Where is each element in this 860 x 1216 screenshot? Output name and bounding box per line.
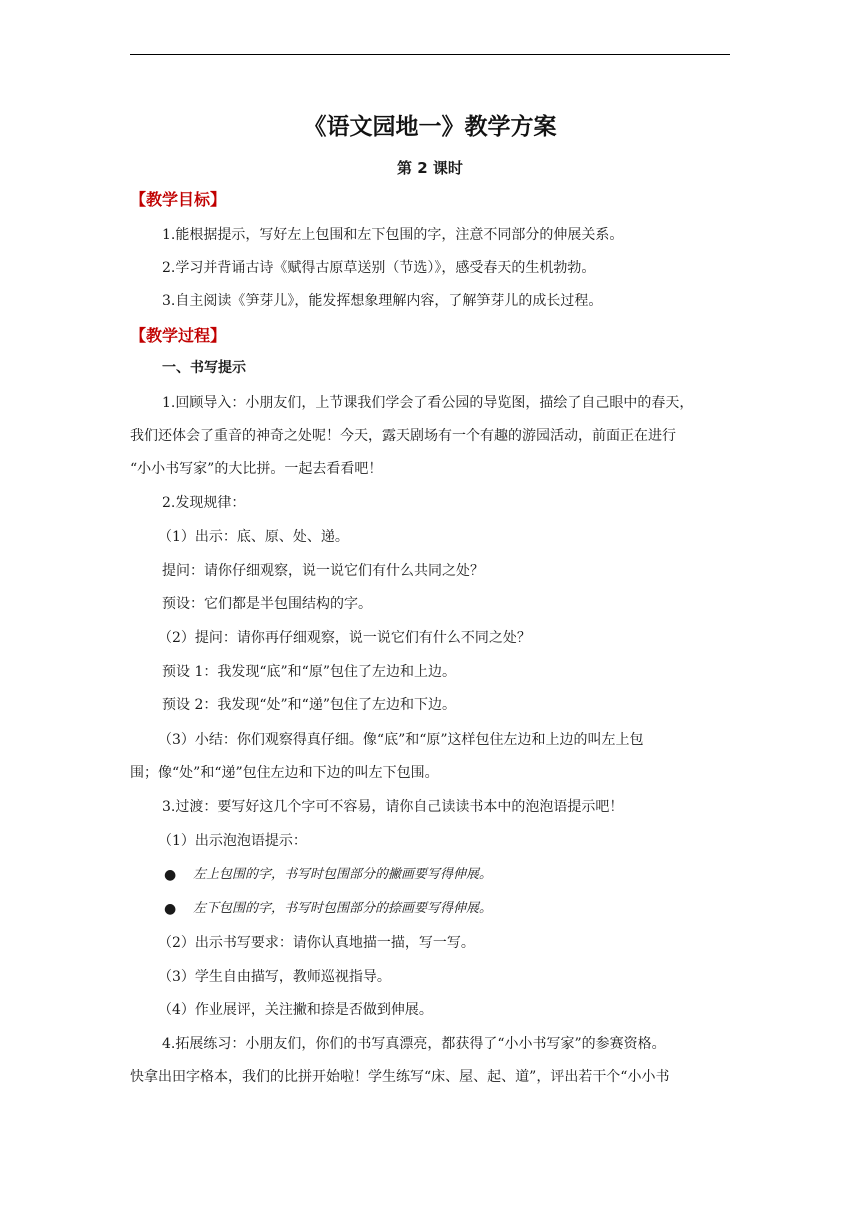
- bullet-dot-icon: ●: [164, 901, 177, 917]
- lesson-subtitle: 第 2 课时: [397, 159, 463, 177]
- goal-line-2: 2.学习并背诵古诗《赋得古原草送别（节选）》，感受春天的生机勃勃。: [162, 260, 596, 276]
- goal-line-3: 3.自主阅读《笋芽儿》，能发挥想象理解内容，了解笋芽儿的成长过程。: [162, 293, 603, 309]
- body-line: 围；像“处”和“递”包住左边和下边的叫左下包围。: [130, 765, 439, 781]
- body-line: （3）学生自由描写，教师巡视指导。: [158, 969, 391, 985]
- body-line: （4）作业展评，关注撇和捺是否做到伸展。: [158, 1002, 433, 1018]
- body-line: （3）小结：你们观察得真仔细。像“底”和“原”这样包住左边和上边的叫左上包: [158, 732, 644, 748]
- bullet-text: 左下包围的字，书写时包围部分的捺画要写得伸展。: [193, 901, 493, 916]
- part1-heading: 一、书写提示: [162, 360, 246, 376]
- header-rule: [130, 54, 730, 55]
- body-line: 我们还体会了重音的神奇之处呢！今天，露天剧场有一个有趣的游园活动，前面正在进行: [130, 428, 676, 444]
- body-line: （1）出示：底、原、处、递。: [158, 529, 349, 545]
- goal-line-1: 1.能根据提示，写好左上包围和左下包围的字，注意不同部分的伸展关系。: [162, 227, 624, 243]
- section-heading-process: 【教学过程】: [130, 326, 227, 345]
- bullet-dot-icon: ●: [164, 867, 177, 883]
- body-line: 快拿出田字格本，我们的比拼开始啦！学生练写“床、屋、起、道”，评出若干个“小小书: [130, 1069, 670, 1085]
- section-heading-goals: 【教学目标】: [130, 190, 227, 209]
- body-line: 预设：它们都是半包围结构的字。: [162, 596, 372, 612]
- body-line: （2）提问：请你再仔细观察，说一说它们有什么不同之处？: [158, 630, 531, 646]
- document-title: 《语文园地一》教学方案: [303, 114, 557, 140]
- body-line: “小小书写家”的大比拼。一起去看看吧！: [130, 461, 383, 477]
- body-line: 4.拓展练习：小朋友们，你们的书写真漂亮，都获得了“小小书写家”的参赛资格。: [162, 1036, 666, 1052]
- bullet-text: 左上包围的字，书写时包围部分的撇画要写得伸展。: [193, 867, 493, 882]
- body-line: 3.过渡：要写好这几个字可不容易，请你自己读读书本中的泡泡语提示吧！: [162, 799, 624, 815]
- body-line: （1）出示泡泡语提示：: [158, 833, 307, 849]
- body-line: 提问：请你仔细观察，说一说它们有什么共同之处？: [162, 563, 484, 579]
- body-line: 1.回顾导入：小朋友们，上节课我们学会了看公园的导览图，描绘了自己眼中的春天，: [162, 395, 694, 411]
- body-line: （2）出示书写要求：请你认真地描一描，写一写。: [158, 935, 475, 951]
- body-line: 预设 1：我发现“底”和“原”包住了左边和上边。: [162, 664, 456, 680]
- body-line: 预设 2：我发现“处”和“递”包住了左边和下边。: [162, 697, 456, 713]
- body-line: 2.发现规律：: [162, 495, 246, 511]
